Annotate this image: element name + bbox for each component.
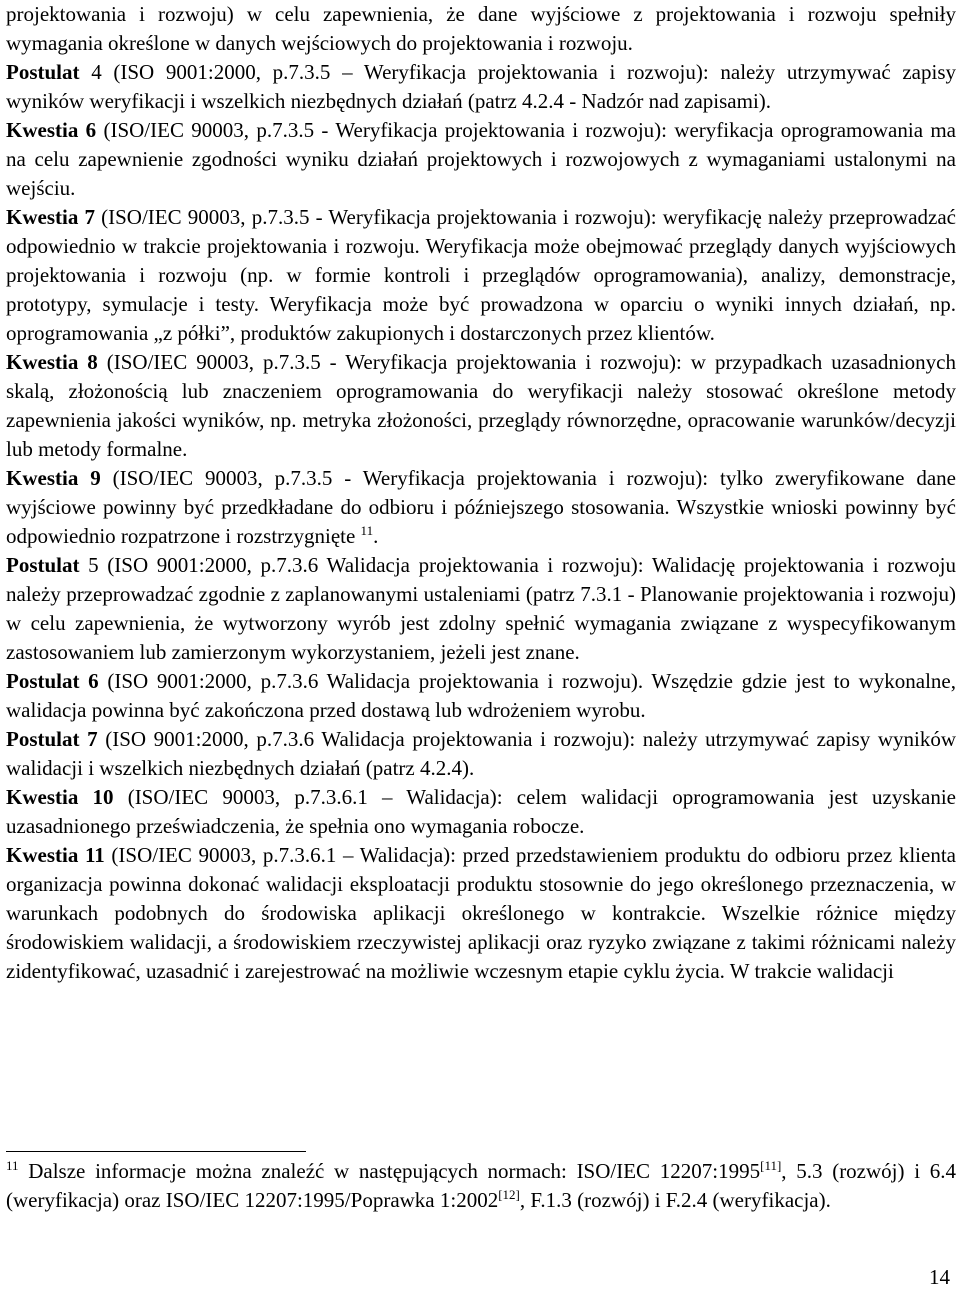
paragraph-6 [6,551,956,667]
paragraph-lead: Postulat [6,553,80,577]
paragraph-8 [6,725,956,783]
paragraph-lead: Postulat 7 [6,727,98,751]
paragraph-3 [6,203,956,348]
footnote [6,1157,956,1215]
footnote-text: , F.1.3 (rozwój) i F.2.4 (weryfikacja). [519,1188,831,1212]
paragraph-text: (ISO 9001:2000, p.7.3.6 Walidacja projektowania i rozwoju): należy utrzymywać zapisy wyników walidacji i wszelkich niezbędnych działań (patrz 4.2.4). [6,727,956,780]
paragraph-9 [6,783,956,841]
footnote-text: , 5.3 (rozwój) i 6.4 (weryfikacja) oraz ISO/IEC 12207:1995/Poprawka 1:2002 [6,1159,956,1212]
footnote-number: 11 [6,1158,19,1173]
paragraph-lead: Kwestia 10 [6,785,114,809]
paragraph-text: (ISO 9001:2000, p.7.3.6 Walidacja projektowania i rozwoju). Wszędzie gdzie jest to wykonalne, walidacja powinna być zakończona przed dostawą lub wdrożeniem wyrobu. [6,669,957,722]
document-body [6,0,956,986]
paragraph-text: (ISO/IEC 90003, p.7.3.5 - Weryfikacja projektowania i rozwoju): tylko zweryfikowane dane wyjściowe powinny być przedkładane do odbioru i późniejszego stosowania. Wszystkie wnioski powinny być odpowiednio rozpatrzone i rozstrzygnięte [6,466,957,548]
paragraph-text: 4 (ISO 9001:2000, p.7.3.5 – Weryfikacja projektowania i rozwoju): należy utrzymywać zapisy wyników weryfikacji i wszelkich niezbędnych działań (patrz 4.2.4 - Nadzór nad zapisami). [6,60,956,113]
paragraph-text: 5 (ISO 9001:2000, p.7.3.6 Walidacja projektowania i rozwoju): Walidację projektowania i rozwoju należy przeprowadzać zgodnie z zaplanowanymi ustaleniami (patrz 7.3.1 - Planowanie projektowania i rozwoju) w celu zapewnienia, że wytworzony wyrób jest zdolny spełnić wymagania związane z wyspecyfikowanym zastosowaniem lub zamierzonym wykorzystaniem, jeżeli jest znane. [6,553,956,664]
paragraph-text: (ISO/IEC 90003, p.7.3.5 - Weryfikacja projektowania i rozwoju): w przypadkach uzasadnionych skalą, złożonością lub znaczeniem oprogramowania do weryfikacji należy stosować określone metody zapewnienia jakości wyników, np. metryka złożoności, przeglądy równorzędne, opracowanie warunków/decyzji lub metody formalne. [6,350,956,461]
paragraph-text: (ISO/IEC 90003, p.7.3.5 - Weryfikacja projektowania i rozwoju): weryfikacja oprogramowania ma na celu zapewnienie zgodności wyniku działań projektowych i rozwojowych z wymaganiami ustalonymi na wejściu. [6,118,957,200]
paragraph-lead: Kwestia 9 [6,466,101,490]
paragraph-2 [6,116,956,203]
paragraph-text: (ISO/IEC 90003, p.7.3.6.1 – Walidacja): przed przedstawieniem produktu do odbioru przez klienta organizacja powinna dokonać walidacji eksploatacji produktu stosownie do jego określonego przeznaczenia, w warunkach podobnych do środowiska aplikacji określonego w kontrakcie. Wszelkie różnice między środowiskiem walidacji, a środowiskiem rzeczywistej aplikacji oraz ryzyko związane z takimi różnicami należy zidentyfikować, uzasadnić i zarejestrować na możliwie wczesnym etapie cyklu życia. W trakcie walidacji [6,843,956,983]
paragraph-lead: Kwestia 7 [6,205,95,229]
paragraph-10 [6,841,956,986]
paragraph-lead: Postulat [6,60,80,84]
paragraph-1 [6,58,956,116]
paragraph-0 [6,0,956,58]
paragraph-lead: Kwestia 6 [6,118,97,142]
paragraph-tail: . [373,524,379,548]
paragraph-lead: Postulat 6 [6,669,99,693]
paragraph-4 [6,348,956,464]
footnote-text: Dalsze informacje można znaleźć w następujących normach: ISO/IEC 12207:1995 [18,1159,761,1183]
paragraph-text: (ISO/IEC 90003, p.7.3.5 - Weryfikacja projektowania i rozwoju): weryfikację należy przeprowadzać odpowiednio w trakcie projektowania i rozwoju. Weryfikacja może obejmować przeglądy danych wyjściowych projektowania i rozwoju (np. w formie kontroli i przeglądów oprogramowania), analizy, demonstracje, prototypy, symulacje i testy. Weryfikacja może być prowadzona w oparciu o wyniki innych działań, np. oprogramowania „z półki”, produktów zakupionych i dostarczonych przez klientów. [6,205,956,345]
paragraph-lead: Kwestia 11 [6,843,105,867]
footnote-reference: [12] [498,1187,520,1202]
paragraph-5 [6,464,956,551]
page-number: 14 [929,1265,950,1289]
paragraph-text: (ISO/IEC 90003, p.7.3.6.1 – Walidacja): celem walidacji oprogramowania jest uzyskanie uzasadnionego przeświadczenia, że spełnia ono wymagania robocze. [6,785,956,838]
footnote-separator [6,1151,306,1152]
footnote-reference: [11] [760,1158,782,1173]
paragraph-lead: Kwestia 8 [6,350,98,374]
footnote-marker: 11 [360,523,374,538]
paragraph-7 [6,667,956,725]
paragraph-text: projektowania i rozwoju) w celu zapewnienia, że dane wyjściowe z projektowania i rozwoju spełniły wymagania określone w danych wejściowych do projektowania i rozwoju. [6,2,956,55]
